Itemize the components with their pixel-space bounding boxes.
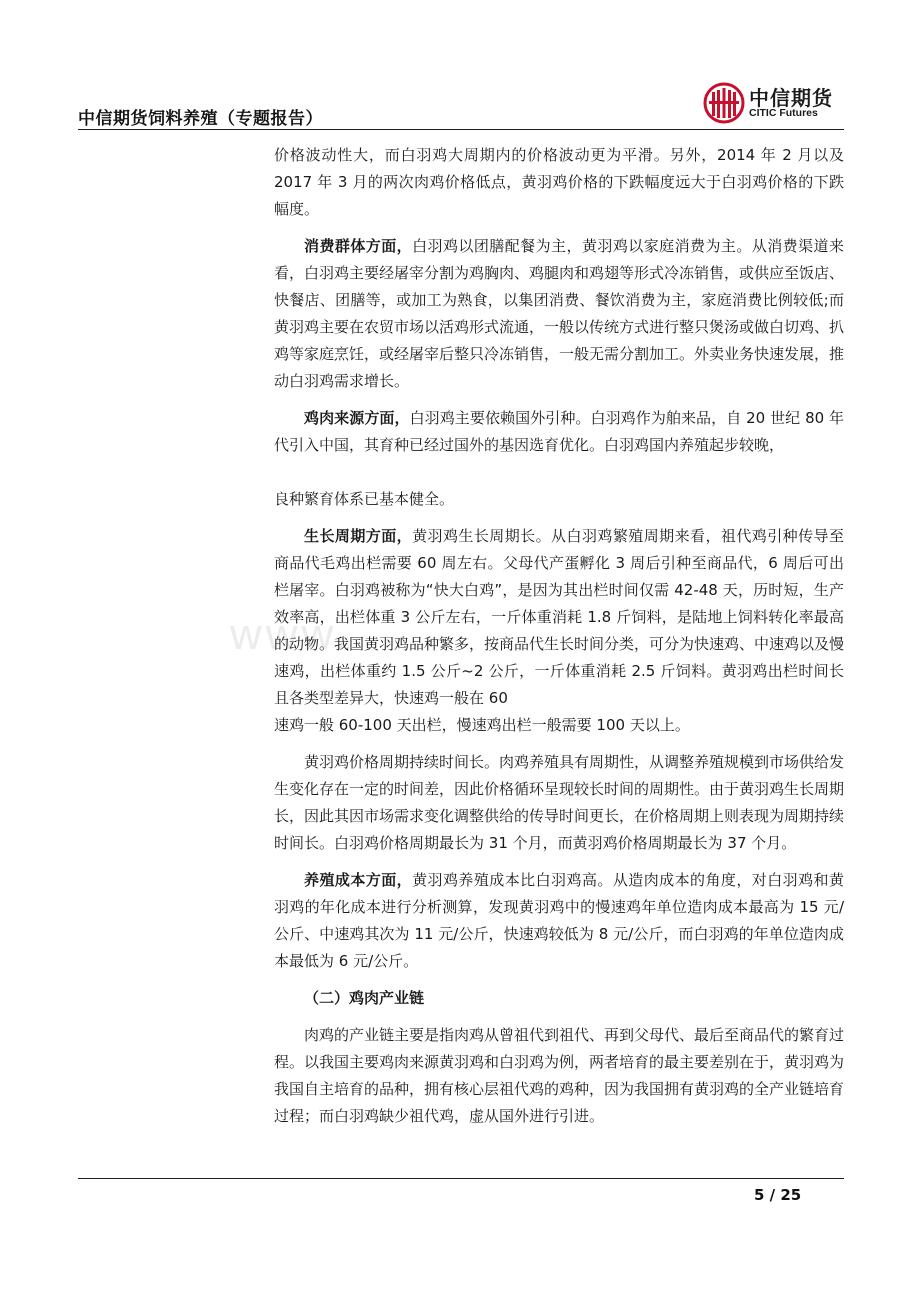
page-number: 5 / 25 (754, 1186, 802, 1204)
text-meat-source: 白羽鸡主要依赖国外引种。白羽鸡作为舶来品，自 20 世纪 80 年代引入中国，其育种已经过国外的基因选育优化。白羽鸡国内养殖起步较晚， (274, 409, 844, 454)
citic-logo-icon (703, 82, 745, 124)
text-breeding-cost: 黄羽鸡养殖成本比白羽鸡高。从造肉成本的角度，对白羽鸡和黄羽鸡的年化成本进行分析测算，发现黄羽鸡中的慢速鸡年单位造肉成本最高为 15 元/公斤、中速鸡其次为 11 元/公斤，快速鸡较低为 8 元/公斤，而白羽鸡的年单位造肉成本最低为 6 元/公斤。 (274, 871, 844, 970)
lead-breeding-cost: 养殖成本方面， (304, 871, 413, 889)
report-header-title: 中信期货饲料养殖（专题报告） (78, 109, 323, 129)
paragraph-meat-source (274, 405, 844, 459)
watermark: www. (230, 610, 352, 659)
text-growth-cycle: 黄羽鸡生长周期长。从白羽鸡繁殖周期来看，祖代鸡引种传导至商品代毛鸡出栏需要 60 周左右。父母代产蛋孵化 3 周后引种至商品代，6 周后可出栏屠宰。白羽鸡被称为“快大白鸡”，是因为其出栏时间仅需 42-48 天，历时短，生产效率高，出栏体重 3 公斤左右，一斤体重消耗 1.8 斤饲料，是陆地上饲料转化率最高的动物。我国黄羽鸡品种繁多，按商品代生长时间分类，可分为快速鸡、中速鸡以及慢速鸡，出栏体重约 1.5 公斤~2 公斤，一斤体重消耗 2.5 斤饲料。黄羽鸡出栏时间长且各类型差异大，快速鸡一般在 60 (274, 527, 845, 707)
text-consumer-groups: 白羽鸡以团膳配餐为主，黄羽鸡以家庭消费为主。从消费渠道来看，白羽鸡主要经屠宰分割为鸡胸肉、鸡腿肉和鸡翅等形式冷冻销售，或供应至饭店、快餐店、团膳等，或加工为熟食，以集团消费、餐饮消费为主，家庭消费比例较低;而黄羽鸡主要在农贸市场以活鸡形式流通，一般以传统方式进行整只煲汤或做白切鸡、扒鸡等家庭烹饪，或经屠宰后整只冷冻销售，一般无需分割加工。外卖业务快速发展，推动白羽鸡需求增长。 (274, 237, 845, 390)
paragraph-meat-source-continued: 良种繁育体系已基本健全。 (274, 490, 455, 508)
lead-consumer-groups: 消费群体方面， (304, 237, 413, 255)
paragraph-price-volatility: 价格波动性大，而白羽鸡大周期内的价格波动更为平滑。另外，2014 年 2 月以及 2017 年 3 月的两次肉鸡价格低点，黄羽鸡价格的下跌幅度远大于白羽鸡价格的下跌幅度。 (274, 146, 844, 218)
citic-futures-logo (703, 80, 843, 126)
header-divider (78, 129, 844, 130)
logo-english-name: CITIC Futures (749, 107, 818, 119)
footer-divider (78, 1178, 844, 1179)
paragraph-industry-chain: 肉鸡的产业链主要是指肉鸡从曾祖代到祖代、再到父母代、最后至商品代的繁育过程。以我国主要鸡肉来源黄羽鸡和白羽鸡为例，两者培育的最主要差别在于，黄羽鸡为我国自主培育的品种，拥有核心层祖代鸡的鸡种，因为我国拥有黄羽鸡的全产业链培育过程；而白羽鸡缺少祖代鸡，虚从国外进行引进。 (274, 1026, 845, 1125)
paragraph-consumer-groups (274, 233, 844, 395)
report-body (274, 142, 844, 1130)
lead-meat-source: 鸡肉来源方面， (304, 409, 410, 427)
section-heading-chicken-industry-chain: （二）鸡肉产业链 (304, 989, 425, 1007)
lead-growth-cycle: 生长周期方面， (304, 527, 413, 545)
logo-chinese-name: 中信期货 (749, 86, 833, 110)
paragraph-growth-cycle-continued: 速鸡一般 60-100 天出栏，慢速鸡出栏一般需要 100 天以上。 (274, 716, 690, 734)
paragraph-price-cycle: 黄羽鸡价格周期持续时间长。肉鸡养殖具有周期性，从调整养殖规模到市场供给发生变化存在一定的时间差，因此价格循环呈现较长时间的周期性。由于黄羽鸡生长周期长，因此其因市场需求变化调整供给的传导时间更长，在价格周期上则表现为周期持续时间长。白羽鸡价格周期最长为 31 个月，而黄羽鸡价格周期最长为 37 个月。 (274, 753, 845, 852)
paragraph-breeding-cost (274, 867, 844, 975)
paragraph-growth-cycle (274, 523, 844, 712)
